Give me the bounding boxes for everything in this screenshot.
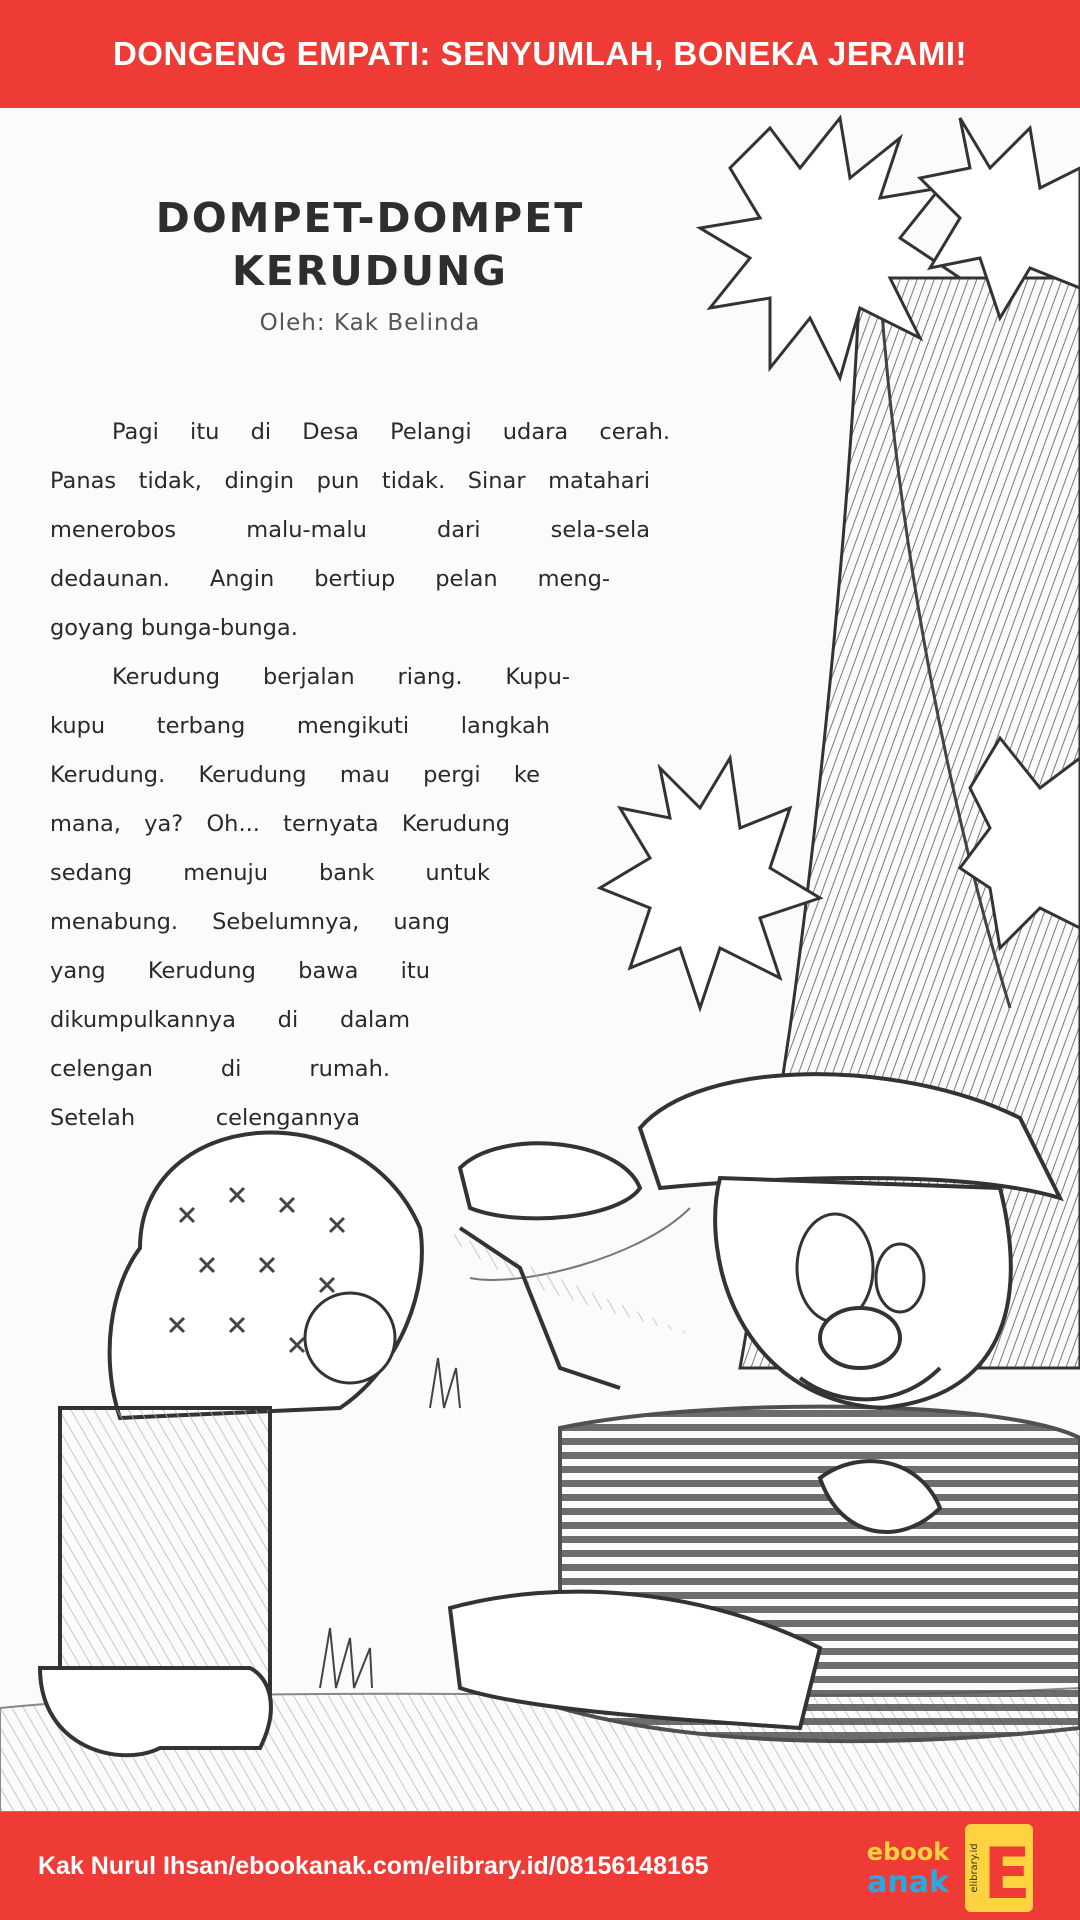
story-line: dikumpulkannya di dalam (50, 1007, 410, 1033)
story-line: Pagi itu di Desa Pelangi udara cerah. (112, 419, 670, 445)
elibrary-logo (963, 1822, 1035, 1914)
svg-text:E: E (983, 1833, 1031, 1914)
bottom-banner (0, 1812, 1080, 1920)
story-line: Panas tidak, dingin pun tidak. Sinar matahari (50, 468, 650, 494)
book-title: DONGENG EMPATI: SENYUMLAH, BONEKA JERAMI! (112, 35, 968, 72)
story-body (50, 408, 690, 1143)
story-title (120, 192, 620, 298)
story-line: menerobos malu-malu dari sela-sela (50, 517, 650, 543)
story-line: dedaunan. Angin bertiup pelan meng- (50, 566, 610, 592)
story-line: menabung. Sebelumnya, uang (50, 909, 450, 935)
scarecrow-character (450, 1074, 1080, 1741)
svg-text:anak: anak (867, 1865, 949, 1900)
story-title-line-1: DOMPET-DOMPET (155, 194, 585, 242)
story-line: Kerudung berjalan riang. Kupu- (112, 664, 570, 690)
story-line: kupu terbang mengikuti langkah (50, 713, 550, 739)
story-line: sedang menuju bank untuk (50, 860, 490, 886)
story-line: goyang bunga-bunga. (50, 615, 298, 641)
story-line: yang Kerudung bawa itu (50, 958, 430, 984)
story-page (0, 108, 1080, 1812)
story-line: celengan di rumah. (50, 1056, 390, 1082)
story-line: Kerudung. Kerudung mau pergi ke (50, 762, 540, 788)
svg-text:ebook: ebook (866, 1838, 950, 1866)
ebookanak-logo (858, 1826, 958, 1906)
svg-text:elibrary.id: elibrary.id (969, 1843, 980, 1893)
story-author: Oleh: Kak Belinda (259, 310, 481, 336)
footer-credit: Kak Nurul Ihsan/ebookanak.com/elibrary.id/08156148165 (38, 1852, 709, 1880)
top-banner (0, 0, 1080, 108)
story-line: Setelah celengannya (50, 1105, 360, 1131)
story-line: mana, ya? Oh... ternyata Kerudung (50, 811, 510, 837)
story-title-line-2: KERUDUNG (232, 247, 508, 295)
